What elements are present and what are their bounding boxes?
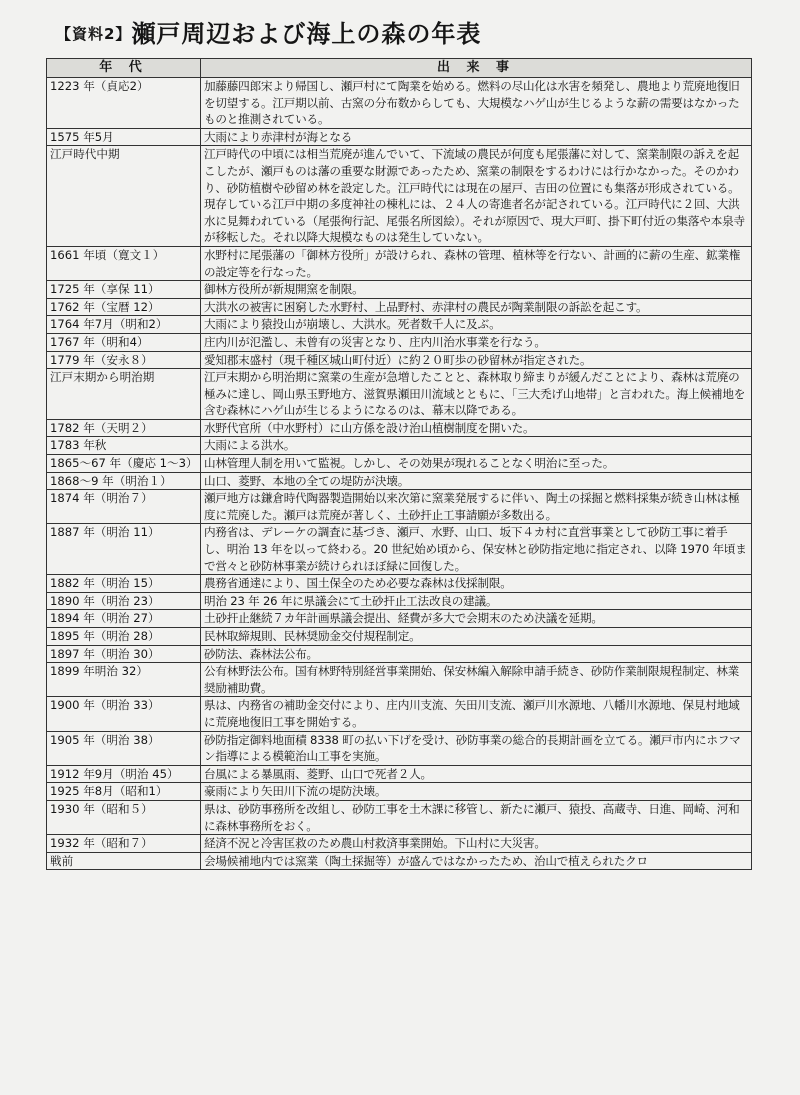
table-header-row [47, 59, 752, 78]
row-event: 愛知郡末盛村（現千種区城山町付近）に約２０町歩の砂留林が指定された。 [201, 351, 752, 369]
row-event: 公有林野法公布。国有林野特別経営事業開始、保安林編入解除申請手続き、砂防作業制限規程制定、林業奨励補助費。 [201, 663, 752, 697]
row-date: 1899 年明治 32） [47, 663, 201, 697]
row-date: 1874 年（明治７） [47, 490, 201, 524]
row-date: 1894 年（明治 27） [47, 610, 201, 628]
row-event: 山口、菱野、本地の全ての堤防が決壊。 [201, 472, 752, 490]
table-row [47, 316, 752, 334]
table-row [47, 697, 752, 731]
row-event: 県は、砂防事務所を改組し、砂防工事を土木課に移管し、新たに瀬戸、猿投、高蔵寺、日進、岡崎、河和に森林事務所をおく。 [201, 800, 752, 834]
row-date: 1764 年7月（明和2） [47, 316, 201, 334]
table-row [47, 419, 752, 437]
table-row [47, 852, 752, 870]
row-date: 1890 年（明治 23） [47, 592, 201, 610]
table-row [47, 800, 752, 834]
table-row [47, 783, 752, 801]
table-row [47, 835, 752, 853]
row-date: 1782 年（天明２） [47, 419, 201, 437]
table-row [47, 246, 752, 280]
table-row [47, 298, 752, 316]
row-event: 経済不況と冷害匡救のため農山村救済事業開始。下山村に大災害。 [201, 835, 752, 853]
table-row [47, 369, 752, 420]
table-row [47, 610, 752, 628]
row-date: 1779 年（安永８） [47, 351, 201, 369]
row-date: 1932 年（昭和７） [47, 835, 201, 853]
row-event: 豪雨により矢田川下流の堤防決壊。 [201, 783, 752, 801]
row-event: 水野村に尾張藩の「御林方役所」が設けられ、森林の管理、植林等を行ない、計画的に薪の生産、鉱業権の設定等を行なった。 [201, 246, 752, 280]
document-tag: 【資料2】 [56, 25, 132, 43]
row-event: 大雨により赤津村が海となる [201, 128, 752, 146]
column-header-event: 出 来 事 [201, 59, 752, 78]
table-row [47, 455, 752, 473]
row-date: 1767 年（明和4） [47, 333, 201, 351]
row-date: 1783 年秋 [47, 437, 201, 455]
row-event: 加藤藤四郎宋より帰国し、瀬戸村にて陶業を始める。燃料の尽山化は水害を頻発し、農地より荒廃地復旧を切望する。江戸期以前、古窯の分布数からしても、大規模なハゲ山が生じるような薪の需要はなかったものと推測されている。 [201, 78, 752, 129]
timeline-table [46, 58, 752, 870]
table-row [47, 78, 752, 129]
row-event: 明治 23 年 26 年に県議会にて土砂扞止工法改良の建議。 [201, 592, 752, 610]
row-date: 1895 年（明治 28） [47, 628, 201, 646]
row-event: 砂防指定御料地面積 8338 町の払い下げを受け、砂防事業の総合的長期計画を立てる。瀬戸市内にホフマン指導による模範治山工事を実施。 [201, 731, 752, 765]
row-date: 1882 年（明治 15） [47, 575, 201, 593]
row-event: 台風による暴風雨、菱野、山口で死者２人。 [201, 765, 752, 783]
table-row [47, 765, 752, 783]
row-date: 1868～9 年（明治１） [47, 472, 201, 490]
row-event: 大洪水の被害に困窮した水野村、上品野村、赤津村の農民が陶業制限の訴訟を起こす。 [201, 298, 752, 316]
row-event: 民林取締規則、民林奨励金交付規程制定。 [201, 628, 752, 646]
row-date: 1930 年（昭和５） [47, 800, 201, 834]
row-event: 瀬戸地方は鎌倉時代陶器製造開始以来次第に窯業発展するに伴い、陶土の採掘と燃料採集が続き山林は極度に荒廃した。瀬戸は荒廃が著しく、土砂扞止工事請願が多数出る。 [201, 490, 752, 524]
row-date: 1905 年（明治 38） [47, 731, 201, 765]
row-event: 庄内川が氾濫し、未曾有の災害となり、庄内川治水事業を行なう。 [201, 333, 752, 351]
row-event: 県は、内務省の補助金交付により、庄内川支流、矢田川支流、瀬戸川水源地、八幡川水源地、保見村地域に荒廃地復旧工事を開始する。 [201, 697, 752, 731]
column-header-date: 年 代 [47, 59, 201, 78]
row-event: 大雨により猿投山が崩壊し、大洪水。死者数千人に及ぶ。 [201, 316, 752, 334]
row-event: 江戸時代の中頃には相当荒廃が進んでいて、下流域の農民が何度も尾張藩に対して、窯業制限の訴えを起こしたが、瀬戸ものは藩の重要な財源であったため、窯業の制限をするわけには行かなかった。そのかわり、砂防植樹や砂留め林を設定した。江戸時代には現在の屋戸、吉田の位置にも集落が形成されている。現存している江戸中期の多度神社の棟札には、２４人の寄進者名が記されている。江戸時代に２回、大洪水に見舞われている（尾張徇行記、尾張名所図絵）。それが原因で、現大戸町、掛下町付近の集落や本泉寺が移転した。それ以降大規模なものは発生していない。 [201, 146, 752, 247]
row-date: 1223 年（貞応2） [47, 78, 201, 129]
row-date: 1912 年9月（明治 45） [47, 765, 201, 783]
document-title-text: 瀬戸周辺および海上の森の年表 [131, 20, 482, 48]
row-event: 土砂扞止継続７カ年計画県議会提出、経費が多大で会期末のため決議を延期。 [201, 610, 752, 628]
row-date: 1865～67 年（慶応 1～3） [47, 455, 201, 473]
row-date: 江戸時代中期 [47, 146, 201, 247]
table-row [47, 524, 752, 575]
table-row [47, 472, 752, 490]
table-row [47, 128, 752, 146]
table-row [47, 146, 752, 247]
table-row [47, 490, 752, 524]
table-row [47, 628, 752, 646]
row-date: 1897 年（明治 30） [47, 645, 201, 663]
row-date: 1762 年（宝暦 12） [47, 298, 201, 316]
row-date: 1661 年頃（寛文１） [47, 246, 201, 280]
document-title [56, 14, 481, 49]
row-date: 1575 年5月 [47, 128, 201, 146]
row-event: 山林管理人制を用いて監視。しかし、その効果が現れることなく明治に至った。 [201, 455, 752, 473]
table-row [47, 663, 752, 697]
row-event: 水野代官所（中水野村）に山方係を設け治山植樹制度を開いた。 [201, 419, 752, 437]
row-event: 大雨による洪水。 [201, 437, 752, 455]
table-row [47, 333, 752, 351]
row-event: 江戸末期から明治期に窯業の生産が急増したことと、森林取り締まりが緩んだことにより、森林は荒廃の極みに達し、岡山県玉野地方、滋賀県瀬田川流域とともに、「三大禿げ山地帯」と言われた。海上候補地を含む森林にハゲ山が生じるようになるのは、幕末以降である。 [201, 369, 752, 420]
row-event: 会場候補地内では窯業（陶土採掘等）が盛んではなかったため、治山で植えられたクロ [201, 852, 752, 870]
row-date: 江戸末期から明治期 [47, 369, 201, 420]
row-date: 1925 年8月（昭和1） [47, 783, 201, 801]
table-row [47, 575, 752, 593]
row-event: 御林方役所が新規開窯を制限。 [201, 281, 752, 299]
table-row [47, 645, 752, 663]
table-row [47, 437, 752, 455]
table-row [47, 281, 752, 299]
row-event: 砂防法、森林法公布。 [201, 645, 752, 663]
row-event: 内務省は、デレーケの調査に基づき、瀬戸、水野、山口、坂下４カ村に直営事業として砂防工事に着手し、明治 13 年を以って終わる。20 世紀始め頃から、保安林と砂防指定地に指定され、以降 1970 年頃まで営々と砂防林事業が続けられほぼ緑に回復した。 [201, 524, 752, 575]
row-date: 戦前 [47, 852, 201, 870]
row-date: 1887 年（明治 11） [47, 524, 201, 575]
table-row [47, 592, 752, 610]
table-row [47, 351, 752, 369]
row-date: 1725 年（享保 11） [47, 281, 201, 299]
table-row [47, 731, 752, 765]
row-date: 1900 年（明治 33） [47, 697, 201, 731]
row-event: 農務省通達により、国土保全のため必要な森林は伐採制限。 [201, 575, 752, 593]
